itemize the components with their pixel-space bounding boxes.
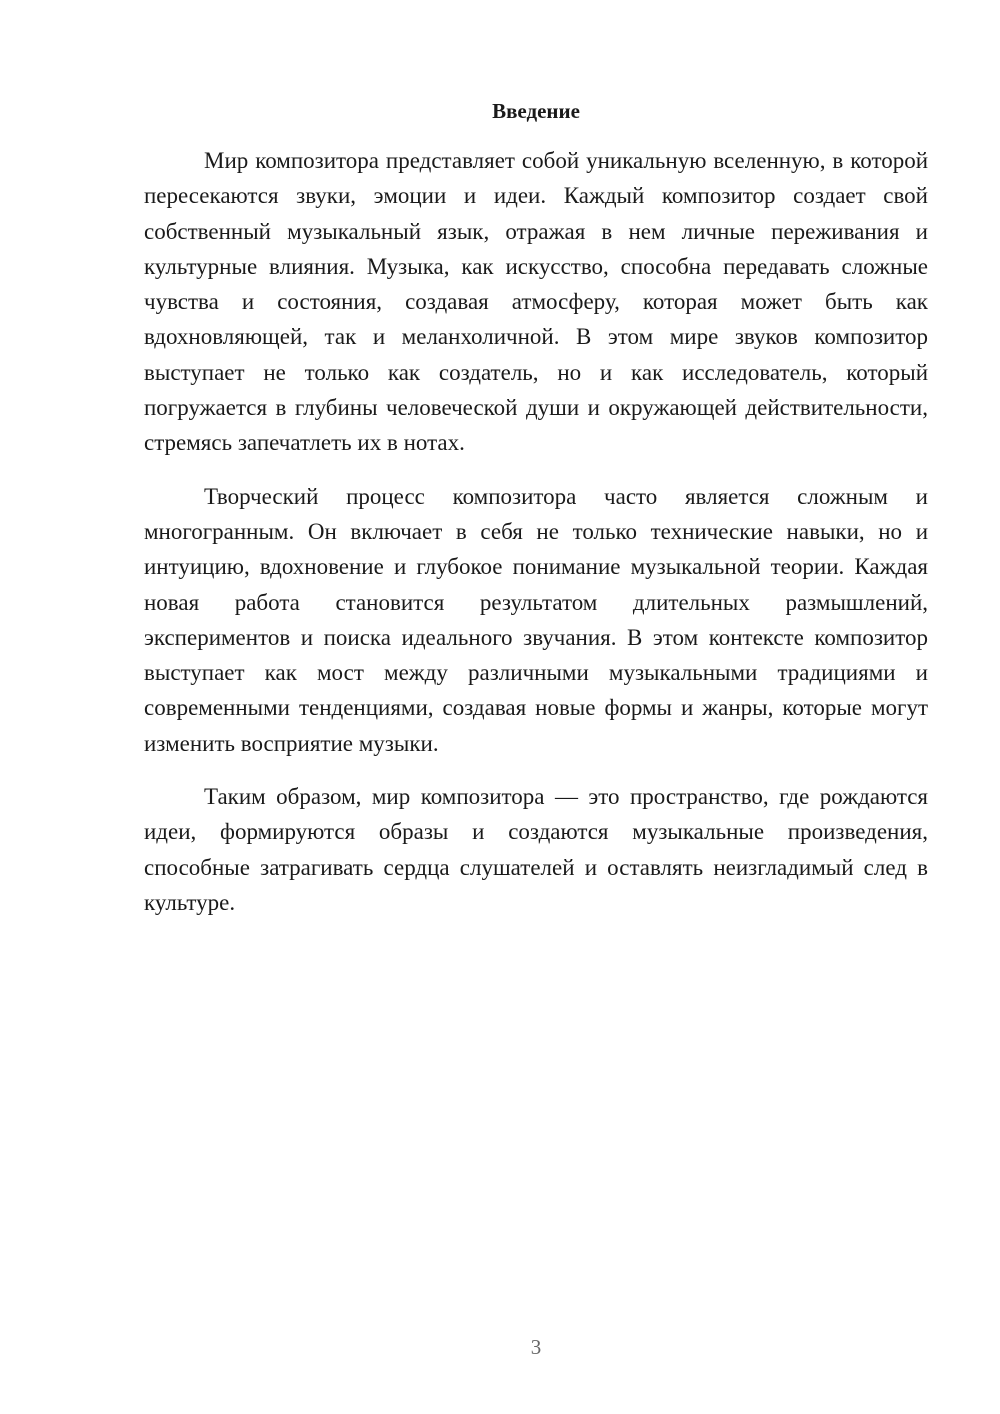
paragraph-3: Таким образом, мир композитора — это пространство, где рождаются идеи, формируются образы и создаются музыкальные произведения, способные затрагивать сердца слушателей и оставлять неизгладимый след в культуре. <box>144 784 928 915</box>
body-text <box>144 143 928 920</box>
page-number: 3 <box>530 1335 542 1359</box>
paragraph-2: Творческий процесс композитора часто является сложным и многогранным. Он включает в себя не только технические навыки, но и интуицию, вдохновение и глубокое понимание музыкальной теории. Каждая новая работа становится результатом длительных размышлений, экспериментов и поиска идеального звучания. В этом контексте композитор выступает как мост между различными музыкальными традициями и современными тенденциями, создавая новые формы и жанры, которые могут изменить восприятие музыки. <box>144 483 928 756</box>
section-heading: Введение <box>492 99 580 123</box>
paragraph-1: Мир композитора представляет собой уникальную вселенную, в которой пересекаются звуки, эмоции и идеи. Каждый композитор создает свой собственный музыкальный язык, отражая в нем личные переживания и культурные влияния. Музыка, как искусство, способна передавать сложные чувства и состояния, создавая атмосферу, которая может быть как вдохновляющей, так и меланхоличной. В этом мире звуков композитор выступает не только как создатель, но и как исследователь, который погружается в глубины человеческой души и окружающей действительности, стремясь запечатлеть их в нотах. <box>144 148 928 456</box>
